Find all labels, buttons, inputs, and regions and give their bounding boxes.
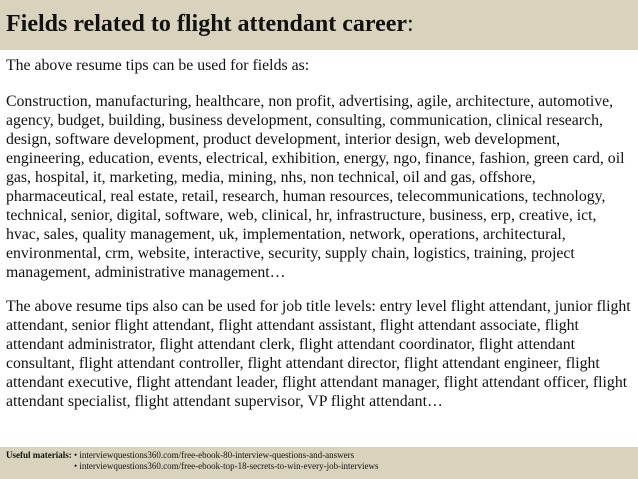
useful-materials-label: Useful materials: [6,450,72,460]
slide-body [6,56,634,411]
footer-link[interactable]: • interviewquestions360.com/free-ebook-80-interview-questions-and-answers [74,450,355,460]
footer-link[interactable]: • interviewquestions360.com/free-ebook-top-18-secrets-to-win-every-job-interviews [74,461,379,471]
slide-title-colon: : [407,11,414,37]
useful-materials-links [74,450,379,472]
slide-title-text: Fields related to flight attendant career [6,11,408,37]
job-titles-paragraph: The above resume tips also can be used for job title levels: entry level flight attendant, junior flight attendant, senior flight attendant, flight attendant assistant, flight attendant associate, flight attendant administrator, flight attendant clerk, flight attendant coordinator, flight attendant consultant, flight attendant controller, flight attendant director, flight attendant engineer, flight attendant executive, flight attendant leader, flight attendant manager, flight attendant officer, flight attendant specialist, flight attendant supervisor, VP flight attendant… [6,298,631,410]
slide-header [0,0,638,50]
slide-footer [0,447,638,479]
intro-text: The above resume tips can be used for fields as: [6,57,310,74]
fields-paragraph: Construction, manufacturing, healthcare, non profit, advertising, agile, architecture, automotive, agency, budget, building, business development, consulting, communication, clinical research, design, software development, product development, interior design, web development, engineering, education, events, electrical, exhibition, energy, ngo, finance, fashion, green card, oil gas, hospital, it, marketing, media, mining, nhs, non technical, oil and gas, offshore, pharmaceutical, real estate, retail, research, human resources, telecommunications, technology, technical, senior, digital, software, web, clinical, hr, infrastructure, business, erp, creative, ict, hvac, sales, quality management, uk, implementation, network, operations, architectural, environmental, crm, website, interactive, security, supply chain, logistics, training, project management, administrative management… [6,93,625,281]
slide-title [6,10,638,38]
